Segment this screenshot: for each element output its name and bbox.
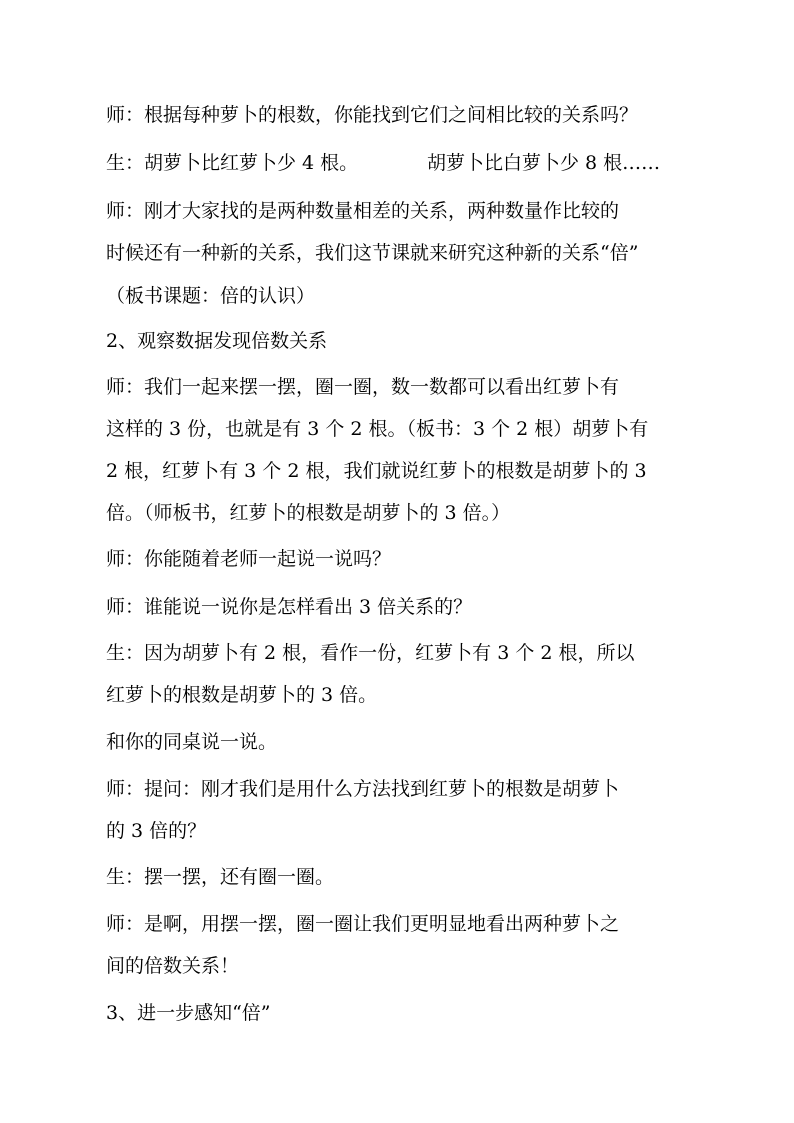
- paragraph-line: 时候还有一种新的关系，我们这节课就来研究这种新的关系“倍”: [106, 242, 639, 264]
- paragraph-line: 间的倍数关系！: [106, 955, 240, 977]
- section-heading-2: 2、观察数据发现倍数关系: [106, 330, 328, 352]
- paragraph-line: 生：摆一摆，还有圈一圈。: [106, 866, 335, 888]
- paragraph-line: 生：因为胡萝卜有 2 根，看作一份，红萝卜有 3 个 2 根，所以: [106, 642, 635, 664]
- paragraph-line: 师：刚才大家找的是两种数量相差的关系，两种数量作比较的: [106, 200, 620, 222]
- paragraph-line: 2 根，红萝卜有 3 个 2 根，我们就说红萝卜的根数是胡萝卜的 3: [106, 460, 647, 482]
- dialogue-teacher-question: 师：根据每种萝卜的根数，你能找到它们之间相比较的关系吗？: [106, 104, 639, 126]
- paragraph-line: 的 3 倍的？: [106, 820, 207, 842]
- paragraph-line: 师：你能随着老师一起说一说吗？: [106, 548, 392, 570]
- paragraph-line: 这样的 3 份，也就是有 3 个 2 根。（板书：3 个 2 根）胡萝卜有: [106, 418, 649, 440]
- section-heading-3: 3、进一步感知“倍”: [106, 1002, 271, 1024]
- paragraph-line: 师：是啊，用摆一摆，圈一圈让我们更明显地看出两种萝卜之: [106, 913, 620, 935]
- paragraph-line: 倍。（师板书，红萝卜的根数是胡萝卜的 3 倍。）: [106, 502, 511, 524]
- paragraph-line: 和你的同桌说一说。: [106, 731, 278, 753]
- paragraph-line: 师：我们一起来摆一摆，圈一圈，数一数都可以看出红萝卜有: [106, 376, 620, 398]
- dialogue-student-answer-1: 生：胡萝卜比红萝卜少 4 根。: [106, 152, 359, 174]
- board-title-note: （板书课题：倍的认识）: [106, 285, 316, 307]
- paragraph-line: 师：谁能说一说你是怎样看出 3 倍关系的？: [106, 596, 473, 618]
- paragraph-line: 红萝卜的根数是胡萝卜的 3 倍。: [106, 684, 378, 706]
- dialogue-student-answer-2: 胡萝卜比白萝卜少 8 根……: [427, 152, 661, 174]
- paragraph-line: 师：提问：刚才我们是用什么方法找到红萝卜的根数是胡萝卜: [106, 778, 620, 800]
